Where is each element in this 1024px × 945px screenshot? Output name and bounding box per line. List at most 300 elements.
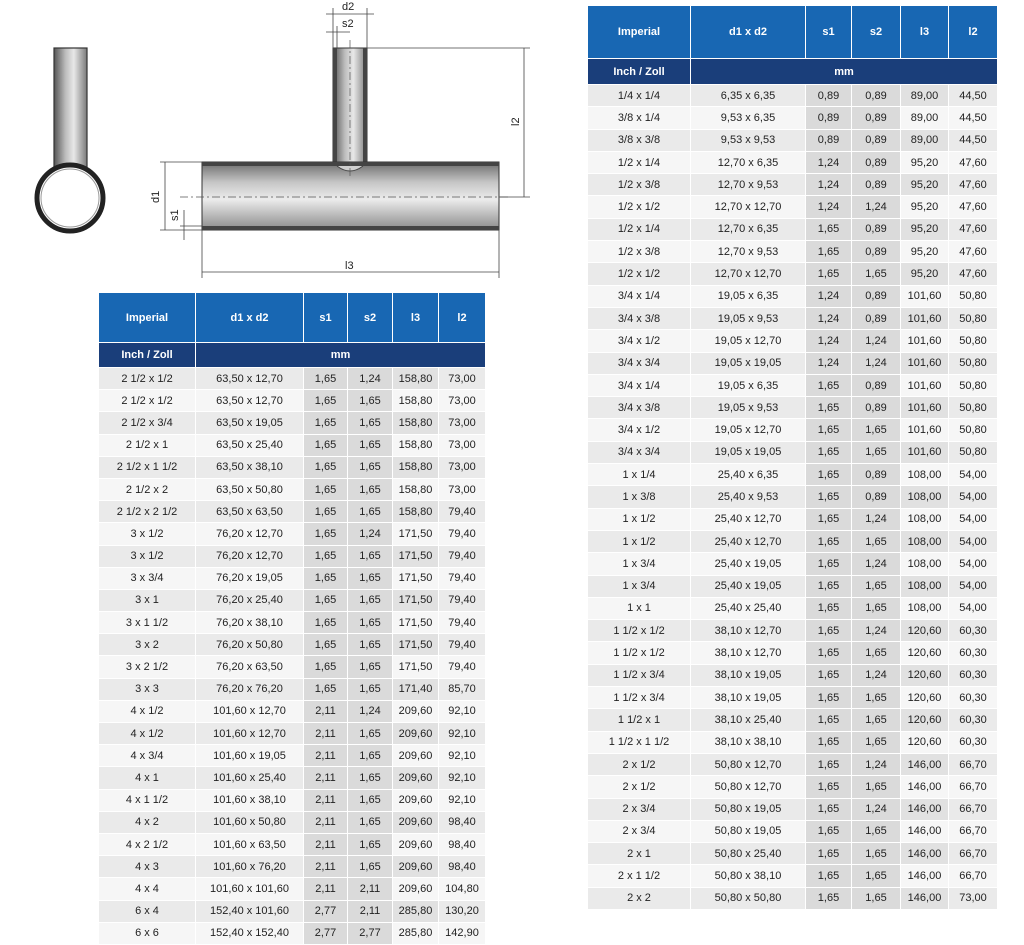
cell-l3: 171,50	[393, 656, 439, 678]
cell-l3: 146,00	[901, 865, 949, 887]
cell-l2: 98,40	[439, 856, 486, 878]
cell-l2: 98,40	[439, 833, 486, 855]
cell-l3: 209,60	[393, 878, 439, 900]
table-row	[99, 878, 486, 900]
cell-l2: 47,60	[949, 174, 998, 196]
cell-l2: 73,00	[439, 368, 486, 390]
cell-l2: 79,40	[439, 501, 486, 523]
cell-l2: 44,50	[949, 129, 998, 151]
cell-l2: 47,60	[949, 196, 998, 218]
cell-s1: 1,65	[806, 798, 852, 820]
table-row	[588, 107, 998, 129]
cell-s1: 0,89	[806, 85, 852, 107]
cell-l2: 44,50	[949, 85, 998, 107]
cell-l3: 101,60	[901, 352, 949, 374]
cell-d1d2: 19,05 x 12,70	[691, 330, 806, 352]
table-row	[99, 656, 486, 678]
cell-s1: 1,24	[806, 285, 852, 307]
cell-d1d2: 25,40 x 6,35	[691, 464, 806, 486]
cell-imperial: 1/2 x 1/4	[588, 218, 691, 240]
cell-d1d2: 101,60 x 38,10	[196, 789, 304, 811]
cell-d1d2: 19,05 x 6,35	[691, 374, 806, 396]
cell-s1: 1,65	[806, 731, 852, 753]
units-inch: Inch / Zoll	[588, 59, 691, 85]
table-row	[99, 900, 486, 922]
cell-s2: 1,65	[348, 456, 393, 478]
cell-s2: 1,65	[852, 731, 901, 753]
cell-l3: 101,60	[901, 307, 949, 329]
table-row	[588, 419, 998, 441]
cell-d1d2: 152,40 x 101,60	[196, 900, 304, 922]
cell-l3: 158,80	[393, 478, 439, 500]
cell-s1: 1,65	[304, 523, 348, 545]
cell-imperial: 3/4 x 3/4	[588, 441, 691, 463]
cell-imperial: 3/4 x 3/8	[588, 307, 691, 329]
cell-s2: 1,65	[348, 501, 393, 523]
cell-s1: 1,65	[806, 575, 852, 597]
cell-s1: 1,65	[806, 664, 852, 686]
cell-s2: 0,89	[852, 285, 901, 307]
cell-s1: 1,65	[806, 887, 852, 909]
cell-imperial: 3 x 3	[99, 678, 196, 700]
cell-l2: 54,00	[949, 530, 998, 552]
cell-s1: 1,24	[806, 307, 852, 329]
cell-d1d2: 50,80 x 50,80	[691, 887, 806, 909]
table-row	[99, 789, 486, 811]
table-row	[588, 687, 998, 709]
cell-s1: 1,65	[806, 553, 852, 575]
table-row	[588, 530, 998, 552]
cell-l3: 146,00	[901, 776, 949, 798]
table-row	[588, 85, 998, 107]
cell-d1d2: 50,80 x 12,70	[691, 753, 806, 775]
cell-l3: 101,60	[901, 330, 949, 352]
cell-s2: 0,89	[852, 241, 901, 263]
cell-d1d2: 76,20 x 76,20	[196, 678, 304, 700]
right-dimension-table	[587, 5, 998, 910]
table-row	[99, 700, 486, 722]
header-l3: l3	[901, 6, 949, 59]
cell-s1: 1,65	[806, 441, 852, 463]
cell-d1d2: 19,05 x 12,70	[691, 419, 806, 441]
cell-l3: 285,80	[393, 922, 439, 944]
cell-s2: 1,65	[852, 843, 901, 865]
cell-l2: 79,40	[439, 545, 486, 567]
cell-d1d2: 38,10 x 38,10	[691, 731, 806, 753]
cell-s2: 1,65	[852, 263, 901, 285]
cell-l2: 79,40	[439, 523, 486, 545]
cell-d1d2: 19,05 x 19,05	[691, 352, 806, 374]
cell-l2: 60,30	[949, 620, 998, 642]
cell-d1d2: 101,60 x 50,80	[196, 811, 304, 833]
cell-s2: 0,89	[852, 464, 901, 486]
cell-d1d2: 25,40 x 12,70	[691, 530, 806, 552]
cell-s1: 2,11	[304, 833, 348, 855]
side-view	[37, 48, 103, 231]
cell-l3: 95,20	[901, 263, 949, 285]
cell-l3: 120,60	[901, 709, 949, 731]
table-row	[99, 589, 486, 611]
cell-s2: 1,24	[852, 753, 901, 775]
cell-imperial: 4 x 2	[99, 811, 196, 833]
cell-s2: 2,11	[348, 878, 393, 900]
cell-imperial: 1 x 3/8	[588, 486, 691, 508]
cell-s1: 1,65	[806, 865, 852, 887]
cell-d1d2: 63,50 x 25,40	[196, 434, 304, 456]
table-row	[588, 330, 998, 352]
cell-imperial: 4 x 2 1/2	[99, 833, 196, 855]
cell-d1d2: 63,50 x 63,50	[196, 501, 304, 523]
cell-l3: 209,60	[393, 833, 439, 855]
cell-l3: 89,00	[901, 107, 949, 129]
cell-l2: 79,40	[439, 589, 486, 611]
cell-l2: 50,80	[949, 374, 998, 396]
cell-l2: 47,60	[949, 241, 998, 263]
cell-s2: 0,89	[852, 397, 901, 419]
cell-s2: 1,65	[348, 612, 393, 634]
units-mm: mm	[691, 59, 998, 85]
cell-l2: 104,80	[439, 878, 486, 900]
cell-s1: 2,11	[304, 723, 348, 745]
cell-d1d2: 76,20 x 50,80	[196, 634, 304, 656]
cell-l3: 158,80	[393, 368, 439, 390]
cell-l2: 92,10	[439, 723, 486, 745]
cell-d1d2: 25,40 x 19,05	[691, 553, 806, 575]
cell-s2: 1,65	[348, 656, 393, 678]
cell-s1: 2,11	[304, 700, 348, 722]
cell-d1d2: 25,40 x 12,70	[691, 508, 806, 530]
table-row	[588, 397, 998, 419]
cell-imperial: 2 1/2 x 1/2	[99, 368, 196, 390]
cell-s2: 1,65	[852, 887, 901, 909]
cell-l3: 171,50	[393, 612, 439, 634]
cell-l2: 73,00	[439, 390, 486, 412]
cell-s2: 1,24	[852, 196, 901, 218]
cell-s2: 0,89	[852, 174, 901, 196]
table-row	[99, 478, 486, 500]
cell-s1: 1,65	[806, 397, 852, 419]
cell-l2: 44,50	[949, 107, 998, 129]
label-d1: d1	[150, 190, 162, 203]
cell-s2: 0,89	[852, 374, 901, 396]
cell-imperial: 1/2 x 3/8	[588, 174, 691, 196]
cell-l3: 146,00	[901, 843, 949, 865]
cell-s2: 1,24	[348, 700, 393, 722]
cell-l3: 146,00	[901, 798, 949, 820]
cell-s1: 1,65	[806, 642, 852, 664]
cell-d1d2: 76,20 x 38,10	[196, 612, 304, 634]
cell-s1: 1,65	[806, 709, 852, 731]
cell-imperial: 2 1/2 x 2 1/2	[99, 501, 196, 523]
cell-imperial: 2 x 3/4	[588, 820, 691, 842]
table-row	[588, 285, 998, 307]
cell-s2: 1,65	[348, 390, 393, 412]
cell-l3: 158,80	[393, 501, 439, 523]
cell-l3: 209,60	[393, 745, 439, 767]
cell-l2: 66,70	[949, 798, 998, 820]
units-inch: Inch / Zoll	[99, 343, 196, 368]
cell-imperial: 1 1/2 x 1/2	[588, 642, 691, 664]
cell-l2: 98,40	[439, 811, 486, 833]
cell-d1d2: 25,40 x 25,40	[691, 597, 806, 619]
cell-imperial: 1/2 x 3/8	[588, 241, 691, 263]
cell-s1: 1,65	[304, 656, 348, 678]
cell-l3: 95,20	[901, 174, 949, 196]
cell-imperial: 1 1/2 x 1	[588, 709, 691, 731]
cell-imperial: 1 1/2 x 3/4	[588, 664, 691, 686]
cell-s2: 1,24	[348, 523, 393, 545]
cell-s2: 1,65	[852, 530, 901, 552]
cell-d1d2: 76,20 x 25,40	[196, 589, 304, 611]
table-row	[588, 597, 998, 619]
cell-imperial: 3 x 1/2	[99, 523, 196, 545]
cell-s1: 1,65	[806, 776, 852, 798]
cell-s1: 1,24	[806, 330, 852, 352]
cell-imperial: 3/4 x 1/2	[588, 330, 691, 352]
cell-l3: 146,00	[901, 887, 949, 909]
cell-l3: 171,50	[393, 567, 439, 589]
cell-d1d2: 12,70 x 12,70	[691, 196, 806, 218]
label-s2: s2	[342, 18, 354, 30]
cell-s1: 1,65	[806, 820, 852, 842]
cell-d1d2: 9,53 x 6,35	[691, 107, 806, 129]
cell-s2: 1,65	[852, 820, 901, 842]
table-row	[99, 434, 486, 456]
cell-s1: 1,65	[806, 620, 852, 642]
label-l3: l3	[345, 260, 354, 272]
cell-imperial: 1 1/2 x 1 1/2	[588, 731, 691, 753]
cell-s2: 0,89	[852, 151, 901, 173]
cell-l2: 50,80	[949, 307, 998, 329]
cell-l3: 101,60	[901, 419, 949, 441]
cell-imperial: 3 x 2	[99, 634, 196, 656]
table-row	[588, 620, 998, 642]
header-d1xd2: d1 x d2	[196, 293, 304, 343]
cell-d1d2: 38,10 x 25,40	[691, 709, 806, 731]
cell-l2: 92,10	[439, 789, 486, 811]
cell-s1: 2,11	[304, 856, 348, 878]
cell-l3: 89,00	[901, 129, 949, 151]
cell-d1d2: 101,60 x 101,60	[196, 878, 304, 900]
table-row	[99, 567, 486, 589]
table-row	[588, 575, 998, 597]
cell-l3: 95,20	[901, 196, 949, 218]
cell-d1d2: 50,80 x 19,05	[691, 820, 806, 842]
cell-s1: 1,65	[304, 589, 348, 611]
cell-imperial: 1 x 1	[588, 597, 691, 619]
cell-l3: 95,20	[901, 218, 949, 240]
cell-l2: 54,00	[949, 575, 998, 597]
cell-imperial: 1/2 x 1/4	[588, 151, 691, 173]
table-row	[588, 865, 998, 887]
cell-imperial: 6 x 6	[99, 922, 196, 944]
cell-l3: 120,60	[901, 731, 949, 753]
cell-l2: 79,40	[439, 567, 486, 589]
cell-s2: 1,65	[852, 441, 901, 463]
cell-s1: 1,65	[806, 241, 852, 263]
cell-l3: 209,60	[393, 767, 439, 789]
cell-s2: 1,65	[852, 419, 901, 441]
cell-imperial: 3 x 1/2	[99, 545, 196, 567]
cell-l3: 95,20	[901, 241, 949, 263]
table-row	[588, 241, 998, 263]
cell-s1: 1,65	[304, 412, 348, 434]
cell-d1d2: 25,40 x 19,05	[691, 575, 806, 597]
cell-s2: 1,24	[852, 553, 901, 575]
table-row	[99, 767, 486, 789]
table-row	[588, 553, 998, 575]
cell-s1: 1,24	[806, 151, 852, 173]
cell-s2: 1,65	[348, 856, 393, 878]
cell-s1: 1,65	[304, 567, 348, 589]
cell-l2: 142,90	[439, 922, 486, 944]
cell-l3: 108,00	[901, 464, 949, 486]
cell-l3: 108,00	[901, 508, 949, 530]
table-row	[99, 523, 486, 545]
cell-s2: 2,77	[348, 922, 393, 944]
cell-l3: 171,50	[393, 545, 439, 567]
cell-s1: 1,65	[806, 753, 852, 775]
cell-s1: 1,24	[806, 352, 852, 374]
cell-s2: 1,65	[348, 567, 393, 589]
cell-s1: 1,65	[806, 597, 852, 619]
units-mm: mm	[196, 343, 486, 368]
cell-imperial: 3 x 2 1/2	[99, 656, 196, 678]
cell-s2: 0,89	[852, 307, 901, 329]
table-row	[588, 731, 998, 753]
label-s1: s1	[169, 209, 181, 221]
cell-imperial: 1 x 3/4	[588, 575, 691, 597]
cell-imperial: 1 1/2 x 3/4	[588, 687, 691, 709]
header-s1: s1	[806, 6, 852, 59]
cell-imperial: 1 x 3/4	[588, 553, 691, 575]
cell-s1: 2,77	[304, 900, 348, 922]
cell-l3: 95,20	[901, 151, 949, 173]
cell-l3: 108,00	[901, 553, 949, 575]
cell-imperial: 4 x 1 1/2	[99, 789, 196, 811]
cell-l3: 108,00	[901, 486, 949, 508]
cell-s2: 1,24	[852, 330, 901, 352]
table-row	[99, 390, 486, 412]
cell-l2: 66,70	[949, 820, 998, 842]
cell-l2: 66,70	[949, 753, 998, 775]
left-dimension-table	[98, 292, 486, 945]
cell-l2: 50,80	[949, 330, 998, 352]
cell-l3: 158,80	[393, 412, 439, 434]
cell-s2: 0,89	[852, 85, 901, 107]
cell-l2: 73,00	[439, 478, 486, 500]
cell-l3: 209,60	[393, 723, 439, 745]
cell-s2: 0,89	[852, 129, 901, 151]
cell-s2: 1,65	[348, 478, 393, 500]
table-row	[588, 843, 998, 865]
cell-imperial: 3/4 x 3/4	[588, 352, 691, 374]
table-row	[588, 464, 998, 486]
cell-l2: 60,30	[949, 687, 998, 709]
cell-d1d2: 76,20 x 12,70	[196, 545, 304, 567]
cell-imperial: 2 x 1	[588, 843, 691, 865]
cell-d1d2: 63,50 x 38,10	[196, 456, 304, 478]
cell-s2: 1,65	[348, 833, 393, 855]
cell-l3: 108,00	[901, 597, 949, 619]
cell-imperial: 3/4 x 1/2	[588, 419, 691, 441]
header-imperial: Imperial	[588, 6, 691, 59]
cell-l3: 120,60	[901, 642, 949, 664]
table-row	[588, 196, 998, 218]
cell-l2: 92,10	[439, 745, 486, 767]
cell-imperial: 4 x 3	[99, 856, 196, 878]
table-row	[588, 664, 998, 686]
cell-imperial: 3/8 x 3/8	[588, 129, 691, 151]
cell-s2: 1,65	[348, 589, 393, 611]
cell-l2: 54,00	[949, 553, 998, 575]
cell-l3: 209,60	[393, 700, 439, 722]
cell-s1: 0,89	[806, 129, 852, 151]
cell-s1: 1,65	[806, 530, 852, 552]
cell-imperial: 2 x 3/4	[588, 798, 691, 820]
cell-d1d2: 38,10 x 19,05	[691, 664, 806, 686]
cell-l3: 101,60	[901, 374, 949, 396]
cell-d1d2: 101,60 x 63,50	[196, 833, 304, 855]
cell-l2: 60,30	[949, 642, 998, 664]
cell-l2: 92,10	[439, 767, 486, 789]
cell-d1d2: 12,70 x 6,35	[691, 151, 806, 173]
cell-s1: 1,65	[806, 508, 852, 530]
table-row	[588, 753, 998, 775]
cell-s2: 1,24	[348, 368, 393, 390]
tee-fitting-drawing	[0, 0, 560, 290]
cell-s2: 0,89	[852, 107, 901, 129]
cell-l2: 73,00	[439, 456, 486, 478]
cell-s1: 1,65	[806, 464, 852, 486]
cell-s1: 2,11	[304, 767, 348, 789]
table-row	[588, 263, 998, 285]
header-l2: l2	[949, 6, 998, 59]
cell-s2: 1,65	[852, 642, 901, 664]
table-row	[99, 811, 486, 833]
cell-s1: 1,65	[304, 612, 348, 634]
cell-d1d2: 25,40 x 9,53	[691, 486, 806, 508]
cell-imperial: 2 1/2 x 1 1/2	[99, 456, 196, 478]
cell-s1: 1,65	[304, 456, 348, 478]
cell-l2: 73,00	[949, 887, 998, 909]
table-row	[588, 374, 998, 396]
cell-s1: 1,65	[806, 486, 852, 508]
label-d2: d2	[342, 1, 355, 13]
cell-d1d2: 12,70 x 6,35	[691, 218, 806, 240]
cell-l3: 146,00	[901, 753, 949, 775]
cell-imperial: 2 1/2 x 1	[99, 434, 196, 456]
table-row	[588, 486, 998, 508]
cell-imperial: 3/4 x 1/4	[588, 285, 691, 307]
table-row	[588, 441, 998, 463]
cell-d1d2: 6,35 x 6,35	[691, 85, 806, 107]
cell-s1: 1,65	[304, 478, 348, 500]
cell-l3: 209,60	[393, 811, 439, 833]
cell-imperial: 2 x 1/2	[588, 753, 691, 775]
cell-l3: 108,00	[901, 530, 949, 552]
cell-s1: 1,24	[806, 174, 852, 196]
cell-l3: 158,80	[393, 456, 439, 478]
cell-s2: 1,65	[852, 776, 901, 798]
cell-d1d2: 63,50 x 50,80	[196, 478, 304, 500]
header-imperial: Imperial	[99, 293, 196, 343]
cell-d1d2: 12,70 x 12,70	[691, 263, 806, 285]
cell-imperial: 3/4 x 3/8	[588, 397, 691, 419]
cell-imperial: 1 1/2 x 1/2	[588, 620, 691, 642]
cell-l3: 120,60	[901, 620, 949, 642]
cell-s1: 1,65	[806, 218, 852, 240]
